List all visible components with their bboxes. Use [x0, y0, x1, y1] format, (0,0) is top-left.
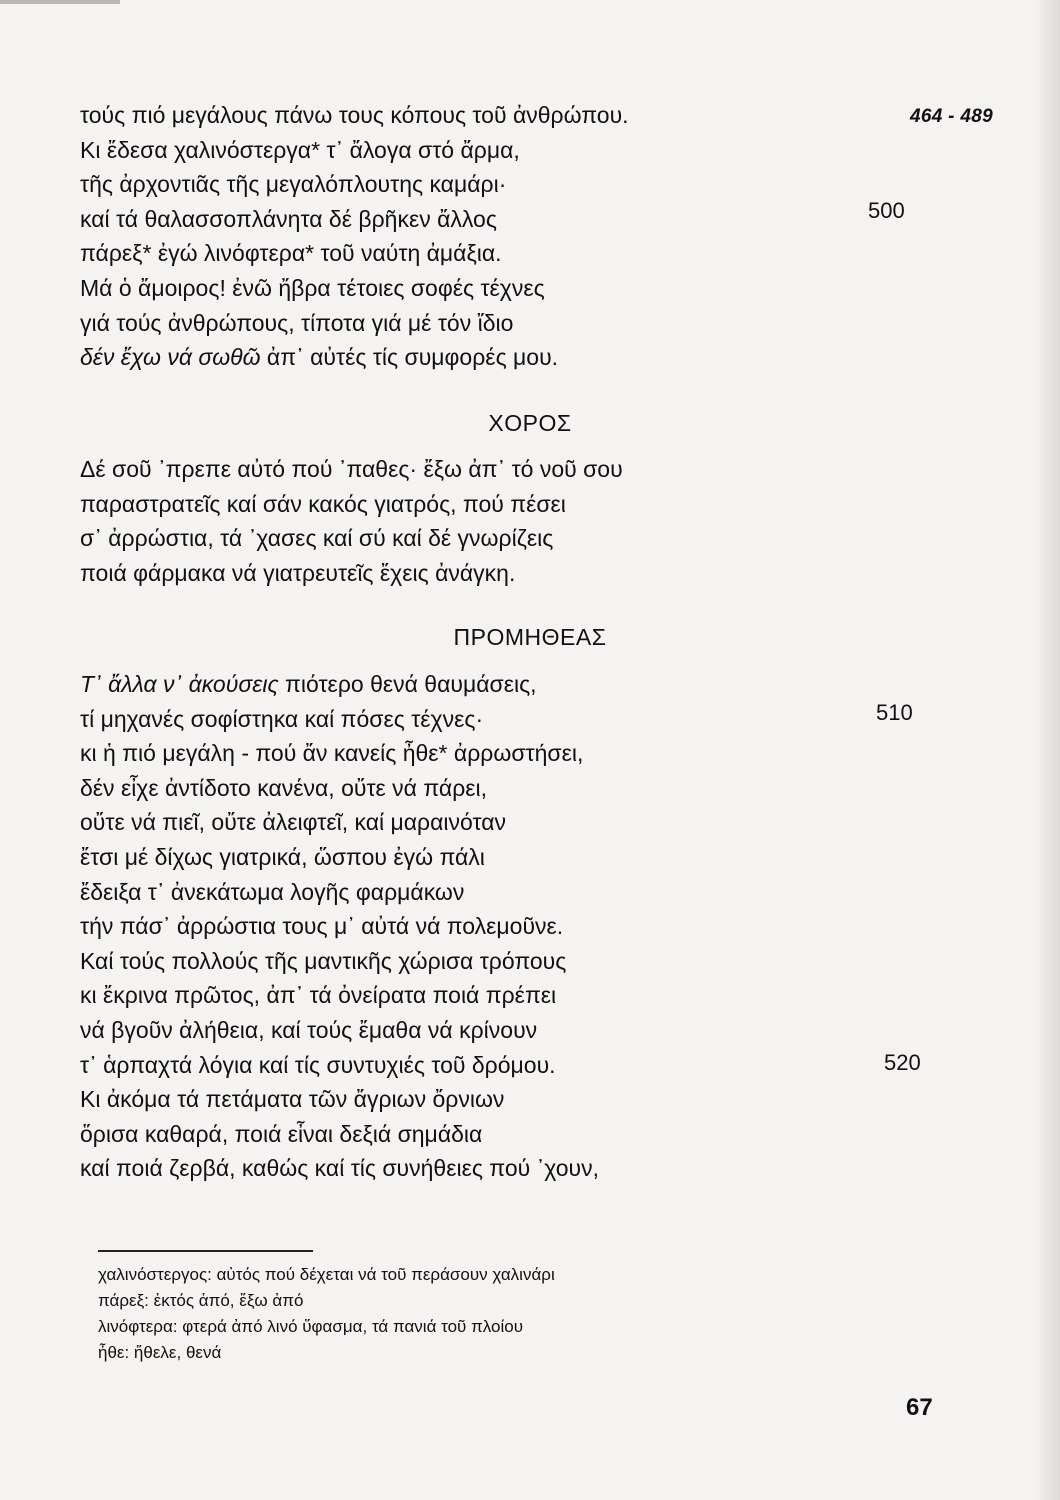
verse-line: Καί τούς πολλούς τῆς μαντικῆς χώρισα τρόπους: [80, 947, 567, 974]
footnote-rule: [98, 1250, 313, 1252]
verse-line: ἔτσι μέ δίχως γιατρικά, ὥσπου ἐγώ πάλι: [80, 843, 485, 870]
verse-line: σ᾽ ἀρρώστια, τά ᾽χασες καί σύ καί δέ γνωρίζεις: [80, 525, 554, 552]
line-number-520: 520: [884, 1050, 921, 1075]
heading-prometheus: ΠΡΟΜΗΘΕΑΣ: [453, 624, 607, 650]
verse-line: πάρεξ* ἐγώ λινόφτερα* τοῦ ναύτη ἀμάξια.: [80, 240, 502, 267]
line-range: 464 - 489: [910, 106, 993, 127]
verse-line: [80, 340, 629, 375]
verse-line: τήν πάσ᾽ ἀρρώστια τους μ᾽ αὐτά νά πολεμοῦνε.: [80, 913, 564, 940]
verse-line: ἔδειξα τ᾽ ἀνεκάτωμα λογῆς φαρμάκων: [80, 878, 465, 905]
verse-line: τούς πιό μεγάλους πάνω τους κόπους τοῦ ἀνθρώπου.: [80, 102, 629, 128]
footnote: λινόφτερα: φτερά ἀπό λινό ὕφασμα, τά πανιά τοῦ πλοίου: [98, 1317, 524, 1336]
verse-line: Κι ἔδεσα χαλινόστεργα* τ᾽ ἄλογα στό ἄρμα,: [80, 136, 520, 163]
verse-block-chorus: [80, 452, 623, 590]
verse-line: Δέ σοῦ ᾽πρεπε αὐτό πού ᾽παθες· ἔξω ἀπ᾽ τό νοῦ σου: [80, 456, 623, 482]
verse-line: καί τά θαλασσοπλάνητα δέ βρῆκεν ἄλλος: [80, 205, 497, 232]
verse-line: τῆς ἀρχοντιᾶς τῆς μεγαλόπλουτης καμάρι·: [80, 171, 507, 198]
verse-line: ὅρισα καθαρά, ποιά εἶναι δεξιά σημάδια: [80, 1120, 483, 1147]
verse-italic-span: δέν ἔχω νά σωθῶ: [80, 344, 261, 371]
verse-line: παραστρατεῖς καί σάν κακός γιατρός, πού πέσει: [80, 490, 566, 517]
footnote: χαλινόστεργος: αὐτός πού δέχεται νά τοῦ περάσουν χαλινάρι: [98, 1265, 555, 1284]
verse-line: τ᾽ ἁρπαχτά λόγια καί τίς συντυχιές τοῦ δρόμου.: [80, 1051, 556, 1078]
page-number: 67: [906, 1394, 933, 1421]
verse-text-span: πιότερο θενά θαυμάσεις,: [278, 671, 537, 697]
line-number-510: 510: [876, 700, 913, 725]
verse-line: δέν εἶχε ἀντίδοτο κανένα, οὔτε νά πάρει,: [80, 774, 488, 801]
page-edge-shadow: [1034, 0, 1060, 1500]
verse-line: οὔτε νά πιεῖ, οὔτε ἀλειφτεῖ, καί μαραινόταν: [80, 809, 507, 836]
verse-italic-span: Τ᾽ ἄλλα ν᾽ ἀκούσεις: [80, 671, 279, 697]
verse-line: καί ποιά ζερβά, καθώς καί τίς συνήθειες πού ᾽χουν,: [80, 1155, 599, 1182]
verse-line: νά βγοῦν ἀλήθεια, καί τούς ἔμαθα νά κρίνουν: [80, 1016, 538, 1043]
line-number-500: 500: [868, 198, 905, 223]
verse-line: Κι ἀκόμα τά πετάματα τῶν ἄγριων ὄρνιων: [80, 1086, 505, 1113]
footnotes: [98, 1262, 555, 1366]
verse-line: [80, 667, 599, 702]
verse-text-span: ἀπ᾽ αὐτές τίς συμφορές μου.: [260, 344, 559, 371]
top-edge-rule: [0, 0, 120, 4]
verse-line: Μά ὁ ἄμοιρος! ἐνῶ ἤβρα τέτοιες σοφές τέχνες: [80, 274, 545, 301]
verse-line: κι ἡ πιό μεγάλη - πού ἄν κανείς ἦθε* ἀρρωστήσει,: [80, 740, 584, 767]
verse-line: κι ἔκρινα πρῶτος, ἀπ᾽ τά ὀνείρατα ποιά πρέπει: [80, 982, 557, 1009]
verse-block-prometheus: [80, 667, 599, 1186]
verse-line: γιά τούς ἀνθρώπους, τίποτα γιά μέ τόν ἴδιο: [80, 309, 514, 336]
heading-chorus: ΧΟΡΟΣ: [488, 410, 572, 436]
footnote: πάρεξ: ἐκτός ἀπό, ἔξω ἀπό: [98, 1291, 304, 1310]
verse-line: ποιά φάρμακα νά γιατρευτεῖς ἔχεις ἀνάγκη.: [80, 559, 516, 586]
verse-line: τί μηχανές σοφίστηκα καί πόσες τέχνες·: [80, 705, 484, 732]
footnote: ἦθε: ἤθελε, θενά: [98, 1343, 222, 1362]
verse-block-opening: [80, 98, 629, 375]
